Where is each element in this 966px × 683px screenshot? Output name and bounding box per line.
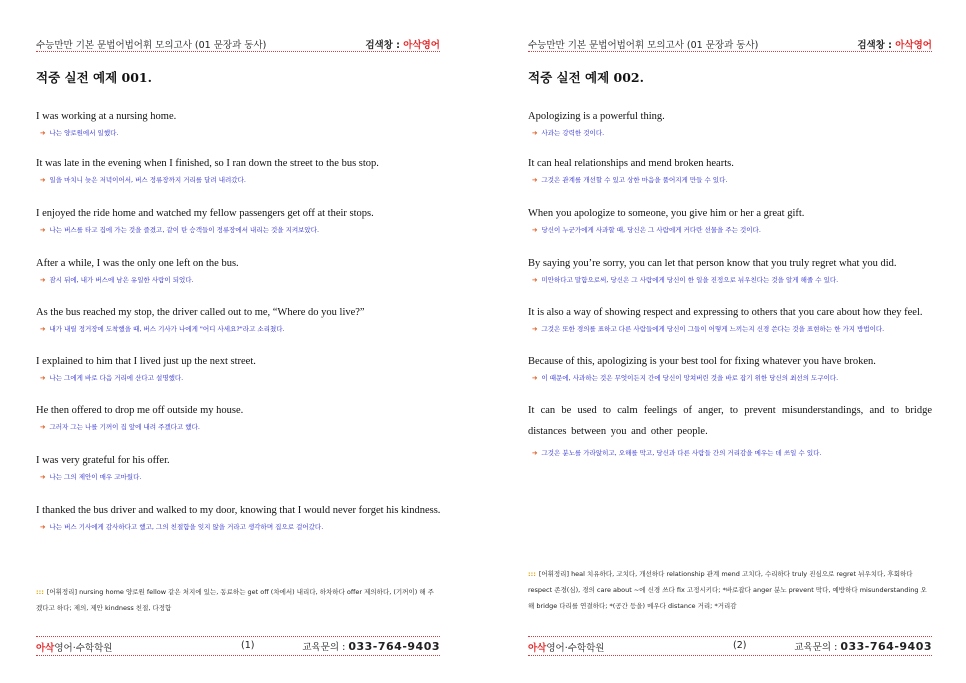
korean-translation <box>36 225 440 234</box>
arrow-icon: ➔ <box>40 226 46 234</box>
header-search <box>365 37 440 51</box>
brand-rest: 영어·수학학원 <box>546 643 605 654</box>
arrow-icon: ➔ <box>40 423 46 431</box>
brand-accent: 아삭 <box>36 643 55 654</box>
sentence-item <box>36 455 440 481</box>
page-2 <box>528 0 966 683</box>
english-sentence: Apologizing is a powerful thing. <box>528 111 665 122</box>
sentence-item <box>36 158 440 184</box>
page-number: (1) <box>241 640 255 651</box>
korean-translation <box>36 324 440 333</box>
english-sentence: I explained to him that I lived just up the next street. <box>36 356 256 367</box>
header-title: 수능만만 기본 문법어법어휘 모의고사 (01 문장과 동사) <box>528 40 759 51</box>
search-prefix: 검색창 : <box>857 40 896 51</box>
english-sentence: I enjoyed the ride home and watched my fellow passengers get off at their stops. <box>36 208 374 219</box>
page-footer <box>528 636 932 656</box>
vocab-text: [어휘정리] nursing home 양로원 fellow 같은 처지에 있는, 동료하는 get off (차에서) 내리다, 하차하다 offer 제의하다, (기꺼이) 해 주겠다고 하다; 제의, 제안 kindness 친절, 다정함 <box>36 588 434 612</box>
vocabulary-note <box>36 584 440 616</box>
contact-info <box>794 639 932 653</box>
title-number: 002. <box>613 70 644 85</box>
english-sentence: After a while, I was the only one left on the bus. <box>36 258 239 269</box>
korean-translation <box>528 448 932 457</box>
title-prefix: 적중 실전 예제 <box>528 70 614 85</box>
sentence-item <box>36 356 440 382</box>
english-sentence: It can heal relationships and mend broken hearts. <box>528 158 734 169</box>
english-sentence: Because of this, apologizing is your best tool for fixing whatever you have broken. <box>528 356 876 367</box>
arrow-icon: ➔ <box>532 325 538 333</box>
section-title <box>36 68 152 86</box>
korean-translation <box>36 522 440 531</box>
translation-text: 내가 내릴 정거장에 도착했을 때, 버스 기사가 나에게 "어디 사세요?"라고 소리쳤다. <box>49 325 285 333</box>
footer-brand <box>36 640 112 654</box>
vocab-marker-icon: ::: <box>36 588 44 596</box>
page-header <box>528 34 932 52</box>
translation-text: 미안하다고 말함으로써, 당신은 그 사람에게 당신이 한 일을 진정으로 뉘우친다는 것을 알게 해줄 수 있다. <box>541 276 839 284</box>
arrow-icon: ➔ <box>532 176 538 184</box>
contact-info <box>302 639 440 653</box>
sentence-item <box>528 356 932 382</box>
arrow-icon: ➔ <box>40 129 46 137</box>
phone-number: 033-764-9403 <box>840 640 932 653</box>
header-search <box>857 37 932 51</box>
translation-text: 이 때문에, 사과하는 것은 무엇이든지 간에 당신이 망쳐버린 것을 바로 잡기 위한 당신의 최선의 도구이다. <box>541 374 839 382</box>
page-1 <box>36 0 476 683</box>
sentence-item <box>528 111 932 137</box>
korean-translation <box>36 422 440 431</box>
sentence-item <box>528 158 932 184</box>
english-sentence: I was very grateful for his offer. <box>36 455 170 466</box>
title-number: 001. <box>121 70 152 85</box>
translation-text: 나는 그의 제안이 매우 고마웠다. <box>49 473 142 481</box>
arrow-icon: ➔ <box>40 473 46 481</box>
korean-translation <box>528 324 932 333</box>
english-sentence: It can be used to calm feelings of anger, to prevent misunderstandings, and to bridge distances between you and other people. <box>528 405 932 437</box>
korean-translation <box>528 225 932 234</box>
title-prefix: 적중 실전 예제 <box>36 70 122 85</box>
sentence-item <box>36 258 440 284</box>
page-number: (2) <box>733 640 747 651</box>
english-sentence: He then offered to drop me off outside my house. <box>36 405 244 416</box>
arrow-icon: ➔ <box>532 449 538 457</box>
korean-translation <box>36 275 440 284</box>
search-brand: 아삭영어 <box>403 40 440 51</box>
search-prefix: 검색창 : <box>365 40 404 51</box>
vocabulary-note <box>528 566 932 614</box>
translation-text: 그것은 관계를 개선할 수 있고 상한 마음을 풀어지게 만들 수 있다. <box>541 176 728 184</box>
arrow-icon: ➔ <box>40 176 46 184</box>
translation-text: 그것은 분노를 가라앉히고, 오해를 막고, 당신과 다른 사람들 간의 거리감을 메우는 데 쓰일 수 있다. <box>541 449 822 457</box>
vocab-marker-icon: ::: <box>528 570 536 578</box>
arrow-icon: ➔ <box>40 374 46 382</box>
english-sentence: I thanked the bus driver and walked to my door, knowing that I would never forget his kindness. <box>36 505 441 516</box>
arrow-icon: ➔ <box>40 523 46 531</box>
sentence-item <box>36 405 440 431</box>
sentence-item <box>528 307 932 333</box>
arrow-icon: ➔ <box>532 374 538 382</box>
arrow-icon: ➔ <box>40 325 46 333</box>
translation-text: 일을 마치니 늦은 저녁이어서, 버스 정류장까지 거리를 달려 내려갔다. <box>49 176 246 184</box>
arrow-icon: ➔ <box>532 276 538 284</box>
footer-brand <box>528 640 604 654</box>
translation-text: 나는 버스를 타고 집에 가는 것을 즐겼고, 같이 탄 승객들이 정류장에서 내리는 것을 지켜보았다. <box>49 226 320 234</box>
english-sentence: It is also a way of showing respect and expressing to others that you care about how they feel. <box>528 307 923 318</box>
translation-text: 그러자 그는 나를 기꺼이 집 앞에 내려 주겠다고 했다. <box>49 423 200 431</box>
korean-translation <box>36 472 440 481</box>
korean-translation <box>36 175 440 184</box>
arrow-icon: ➔ <box>532 226 538 234</box>
vocab-text: [어휘정리] heal 치유하다, 고치다, 개선하다 relationship 관계 mend 고치다, 수리하다 truly 진심으로 regret 뉘우치다, 후회하다 respect 존경(심), 경의 care about ~에 신경 쓰다 fix 고정시키다; *바로잡다 anger 분노 prevent 막다, 예방하다 misunderstanding 오해 bridge 다리를 연결하다; *(공간 등을) 메우다 distance 거리; *거리감 <box>528 570 927 610</box>
translation-text: 나는 버스 기사에게 감사하다고 했고, 그의 친절함을 잊지 않을 거라고 생각하며 집으로 걸어갔다. <box>49 523 324 531</box>
translation-text: 사과는 강력한 것이다. <box>541 129 605 137</box>
sentence-item <box>36 307 440 333</box>
search-brand: 아삭영어 <box>895 40 932 51</box>
translation-text: 잠시 뒤에, 내가 버스에 남은 유일한 사람이 되었다. <box>49 276 194 284</box>
translation-text: 나는 그에게 바로 다음 거리에 산다고 설명했다. <box>49 374 184 382</box>
english-sentence: When you apologize to someone, you give him or her a great gift. <box>528 208 805 219</box>
korean-translation <box>528 128 932 137</box>
sentence-item <box>528 258 932 284</box>
korean-translation <box>36 128 440 137</box>
arrow-icon: ➔ <box>532 129 538 137</box>
contact-label: 교육문의 : <box>794 642 841 653</box>
korean-translation <box>528 373 932 382</box>
sentence-item <box>36 111 440 137</box>
english-sentence: As the bus reached my stop, the driver called out to me, “Where do you live?” <box>36 307 365 318</box>
translation-text: 그것은 또한 경의를 표하고 다른 사람들에게 당신이 그들이 어떻게 느끼는지 신경 쓴다는 것을 표현하는 한 가지 방법이다. <box>541 325 885 333</box>
translation-text: 나는 양로원에서 일했다. <box>49 129 119 137</box>
translation-text: 당신이 누군가에게 사과할 때, 당신은 그 사람에게 커다란 선물을 주는 것이다. <box>541 226 761 234</box>
brand-rest: 영어·수학학원 <box>54 643 113 654</box>
contact-label: 교육문의 : <box>302 642 349 653</box>
sentence-item <box>528 208 932 234</box>
sentence-item <box>528 400 932 457</box>
korean-translation <box>528 275 932 284</box>
arrow-icon: ➔ <box>40 276 46 284</box>
section-title <box>528 68 644 86</box>
sentence-item <box>36 208 440 234</box>
phone-number: 033-764-9403 <box>348 640 440 653</box>
page-header <box>36 34 440 52</box>
korean-translation <box>528 175 932 184</box>
sentence-item <box>36 505 440 531</box>
english-sentence: It was late in the evening when I finished, so I ran down the street to the bus stop. <box>36 158 379 169</box>
brand-accent: 아삭 <box>528 643 547 654</box>
english-sentence: By saying you’re sorry, you can let that person know that you truly regret what you did. <box>528 258 897 269</box>
page-footer <box>36 636 440 656</box>
header-title: 수능만만 기본 문법어법어휘 모의고사 (01 문장과 동사) <box>36 40 267 51</box>
korean-translation <box>36 373 440 382</box>
english-sentence: I was working at a nursing home. <box>36 111 177 122</box>
